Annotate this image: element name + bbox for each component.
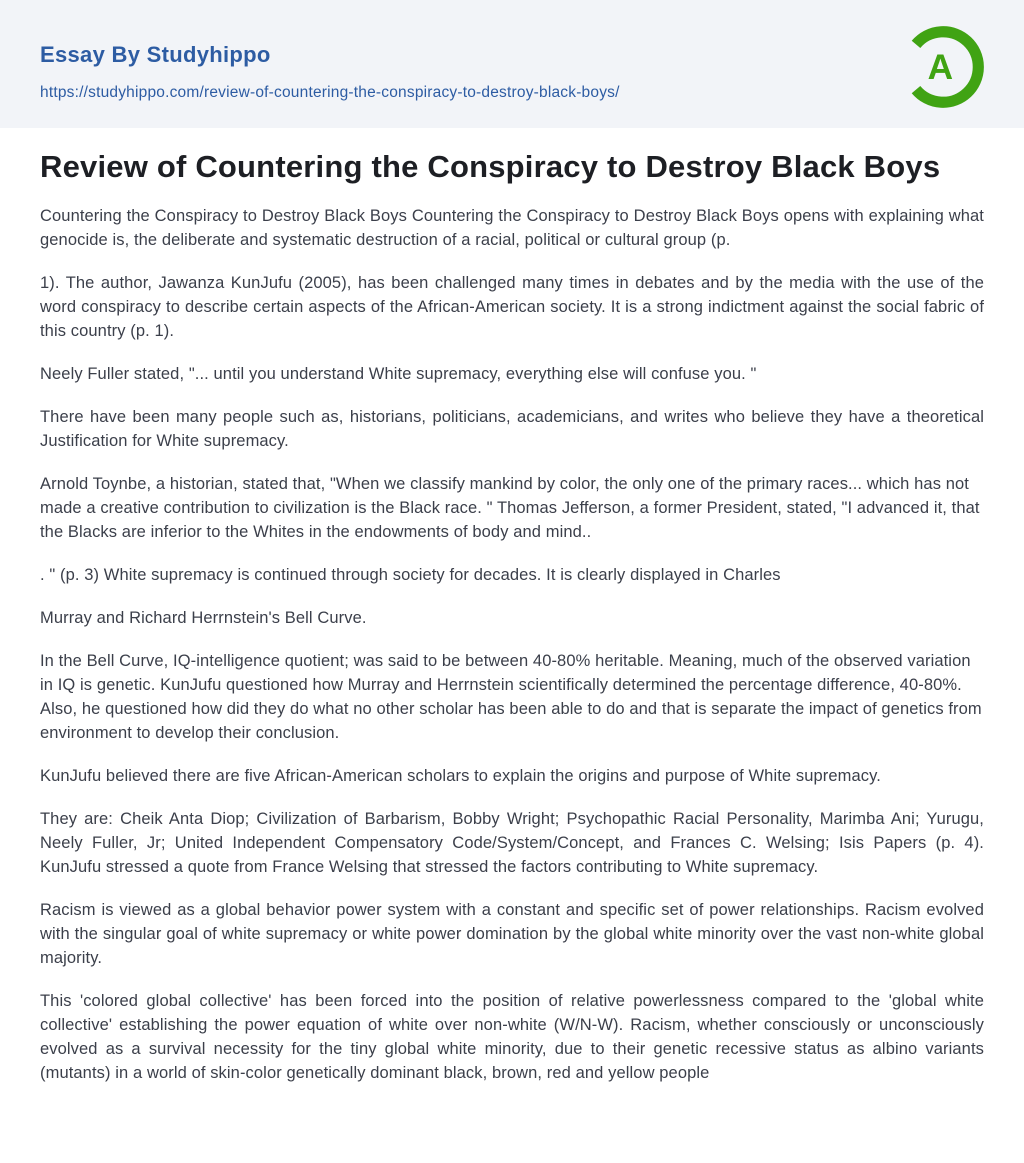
paragraph-8: In the Bell Curve, IQ-intelligence quotient; was said to be between 40-80% heritable. Meaning, much of the observed variation in IQ is genetic. KunJufu questioned how Murray and Herrnstein scientifically determined the percentage difference, 40-80%. Also, he questioned how did they do what no other scholar has been able to do and that is separate the impact of genetics from environment to develop their conclusion.	[40, 652, 982, 742]
paragraph-7: Murray and Richard Herrnstein's Bell Curve.	[40, 609, 367, 627]
paragraph-10: They are: Cheik Anta Diop; Civilization of Barbarism, Bobby Wright; Psychopathic Racial Personality, Marimba Ani; Yurugu, Neely Fuller, Jr; United Independent Compensatory Code/System/Concept, and Frances C. Welsing; Isis Papers (p. 4). KunJufu stressed a quote from France Welsing that stressed the factors contributing to White supremacy.	[40, 810, 984, 876]
article-body	[40, 204, 984, 1085]
paragraph-5: Arnold Toynbe, a historian, stated that, "When we classify mankind by color, the only one of the primary races... which has not made a creative contribution to civilization is the Black race. " Thomas Jefferson, a former President, stated, "I advanced it, that the Blacks are inferior to the Whites in the endowments of body and mind..	[40, 475, 980, 541]
paragraph-3: Neely Fuller stated, "... until you understand White supremacy, everything else will confuse you. "	[40, 365, 757, 383]
paragraph-2: 1). The author, Jawanza KunJufu (2005), has been challenged many times in debates and by the media with the use of the word conspiracy to describe certain aspects of the African-American society. It is a strong indictment against the social fabric of this country (p. 1).	[40, 274, 984, 340]
paragraph-11: Racism is viewed as a global behavior power system with a constant and specific set of power relationships. Racism evolved with the singular goal of white supremacy or white power domination by the global white minority over the vast non-white global majority.	[40, 901, 984, 967]
paragraph-6: . " (p. 3) White supremacy is continued through society for decades. It is clearly displayed in Charles	[40, 566, 781, 584]
article	[0, 149, 1024, 1085]
paragraph-1: Countering the Conspiracy to Destroy Black Boys Countering the Conspiracy to Destroy Black Boys opens with explaining what genocide is, the deliberate and systematic destruction of a racial, political or cultural group (p.	[40, 207, 984, 249]
studyhippo-logo-icon	[900, 24, 986, 110]
site-header	[0, 0, 1024, 128]
paragraph-9: KunJufu believed there are five African-American scholars to explain the origins and purpose of White supremacy.	[40, 767, 881, 785]
page-url-link[interactable]: https://studyhippo.com/review-of-countering-the-conspiracy-to-destroy-black-boys/	[40, 84, 620, 101]
site-name: Essay By Studyhippo	[40, 42, 271, 67]
logo-letter: A	[927, 48, 954, 88]
article-title: Review of Countering the Conspiracy to Destroy Black Boys	[40, 149, 941, 184]
paragraph-12: This 'colored global collective' has been forced into the position of relative powerlessness compared to the 'global white collective' establishing the power equation of white over non-white (W/N-W). Racism, whether consciously or unconsciously evolved as a survival necessity for the tiny global white minority, due to their genetic recessive status as albino variants (mutants) in a world of skin-color genetically dominant black, brown, red and yellow people	[40, 992, 984, 1082]
paragraph-4: There have been many people such as, historians, politicians, academicians, and writes who believe they have a theoretical Justification for White supremacy.	[40, 408, 984, 450]
